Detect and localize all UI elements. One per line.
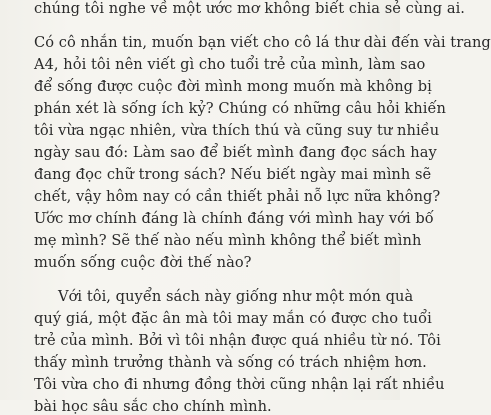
text-line: Ước mơ chính đáng là chính đáng với mình hay với bố <box>34 210 434 227</box>
text-line: muốn sống cuộc đời thế nào? <box>34 254 252 271</box>
text-line: Với tôi, quyển sách này giống như một món quà <box>58 288 414 305</box>
text-line: Có cô nhắn tin, muốn bạn viết cho cô lá thư dài đến vài trang <box>34 34 491 51</box>
text-line: mẹ mình? Sẽ thế nào nếu mình không thể biết mình <box>34 232 422 249</box>
text-line: phán xét là sống ích kỷ? Chúng có những câu hỏi khiến <box>34 100 446 117</box>
text-line: trẻ của mình. Bởi vì tôi nhận được quá nhiều từ nó. Tôi <box>34 332 441 349</box>
text-line: A4, hỏi tôi nên viết gì cho tuổi trẻ của mình, làm sao <box>34 56 426 73</box>
text-line: quý giá, một đặc ân mà tôi may mắn có được cho tuổi <box>34 310 432 327</box>
text-line: để sống được cuộc đời mình mong muốn mà không bị <box>34 78 432 95</box>
text-line: Tôi vừa cho đi nhưng đồng thời cũng nhận lại rất nhiều <box>34 376 445 393</box>
text-line: ngày sau đó: Làm sao để biết mình đang đọc sách hay <box>34 144 437 161</box>
text-line: thấy mình trưởng thành và sống có trách nhiệm hơn. <box>34 354 427 371</box>
text-line: bài học sâu sắc cho chính mình. <box>34 398 272 415</box>
text-line: tôi vừa ngạc nhiên, vừa thích thú và cũng suy tư nhiều <box>34 122 440 139</box>
text-line: chúng tôi nghe về một ước mơ không biết chia sẻ cùng ai. <box>34 0 465 17</box>
text-line: đang đọc chữ trong sách? Nếu biết ngày mai mình sẽ <box>34 166 432 183</box>
text-line: chết, vậy hôm nay có cần thiết phải nỗ lực nữa không? <box>34 188 441 205</box>
